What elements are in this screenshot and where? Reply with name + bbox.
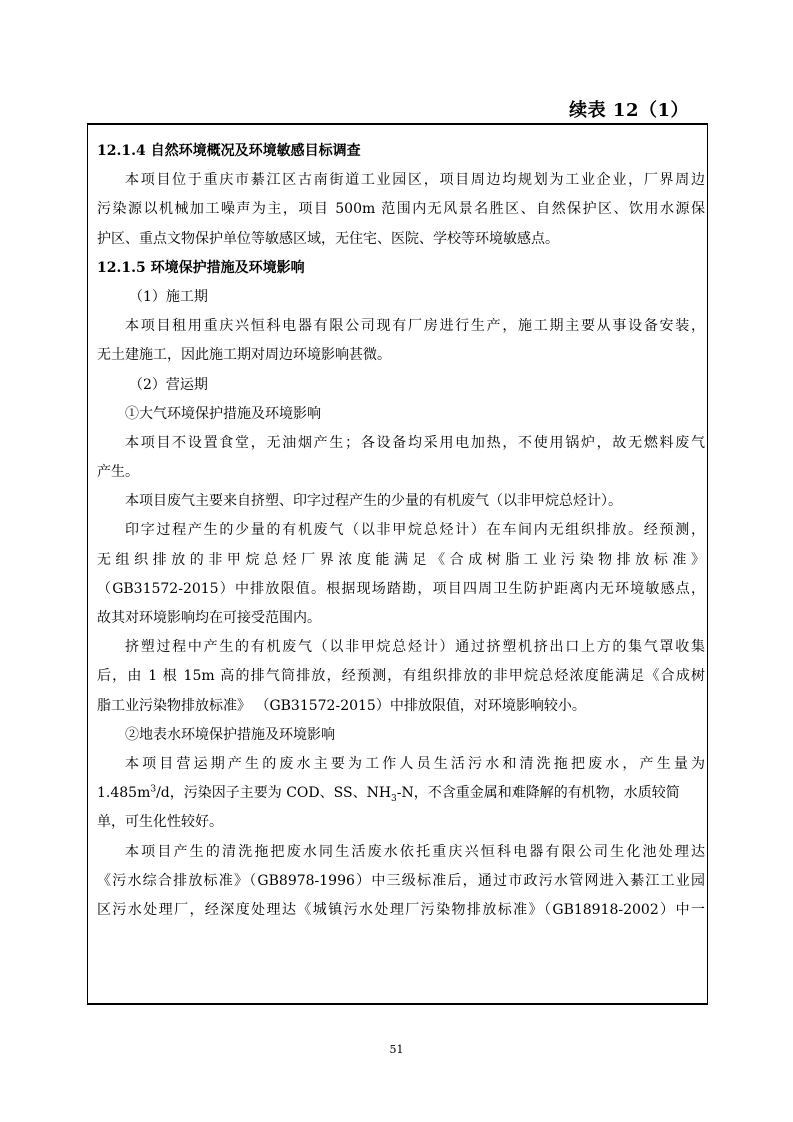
paragraph-line: 脂工业污染物排放标准》 （GB31572-2015）中排放限值，对环境影响较小。 <box>97 697 586 714</box>
paragraph-line: 本项目位于重庆市綦江区古南街道工业园区，项目周边均规划为工业企业，厂界周边 <box>125 172 705 189</box>
subsection-heading: （2）营运期 <box>129 376 208 393</box>
paragraph-line: 故其对环境影响均在可接受范围内。 <box>97 610 321 626</box>
paragraph-line: 无土建施工，因此施工期对周边环境影响甚微。 <box>97 347 391 364</box>
ammonia-subscript: 3 <box>391 793 397 804</box>
section-heading: 12.1.5 环境保护措施及环境影响 <box>97 259 305 276</box>
paragraph-line: 区污水处理厂，经深度处理达《城镇污水处理厂污染物排放标准》（GB18918-2002）中一 <box>97 901 705 918</box>
paragraph-line: 无组织排放的非甲烷总烃厂界浓度能满足《合成树脂工业污染物排放标准》 <box>97 551 705 568</box>
paragraph-line: 本项目废气主要来自挤塑、印字过程产生的少量的有机废气（以非甲烷总烃计）。 <box>125 493 622 510</box>
paragraph-line: 本项目营运期产生的废水主要为工作人员生活污水和清洗拖把废水，产生量为 <box>125 755 705 772</box>
paragraph-line: 产生。 <box>97 464 139 481</box>
paragraph-line: 单，可生化性较好。 <box>97 814 223 831</box>
flow-rate-text-end: -N，不含重金属和难降解的有机物，水质较简 <box>396 785 680 802</box>
flow-rate-exponent: 3 <box>150 784 157 795</box>
content-body <box>97 137 705 925</box>
table-title: 续表 12（1） <box>569 100 689 121</box>
subsection-heading: （1）施工期 <box>129 288 208 305</box>
subsection-heading: ①大气环境保护措施及环境影响 <box>125 405 321 422</box>
paragraph-line: 印字过程产生的少量的有机废气（以非甲烷总烃计）在车间内无组织排放。经预测， <box>125 522 705 539</box>
paragraph-line: 本项目租用重庆兴恒科电器有限公司现有厂房进行生产，施工期主要从事设备安装， <box>125 318 705 335</box>
section-heading: 12.1.4 自然环境概况及环境敏感目标调查 <box>97 143 361 159</box>
paragraph-line: 本项目产生的清洗拖把废水同生活废水依托重庆兴恒科电器有限公司生化池处理达 <box>125 843 705 860</box>
paragraph-line: 本项目不设置食堂，无油烟产生；各设备均采用电加热，不使用锅炉，故无燃料废气 <box>125 434 705 451</box>
page-number: 51 <box>389 1043 404 1056</box>
paragraph-line: 后，由 1 根 15m 高的排气筒排放，经预测，有组织排放的非甲烷总烃浓度能满足《合成树 <box>97 668 705 685</box>
paragraph-line: 挤塑过程中产生的有机废气（以非甲烷总烃计）通过挤塑机挤出口上方的集气罩收集 <box>125 639 705 656</box>
subsection-heading: ②地表水环境保护措施及环境影响 <box>125 726 335 743</box>
flow-rate-value: 1.485m <box>97 785 151 802</box>
paragraph-line: （GB31572-2015）中排放限值。根据现场踏勘，项目四周卫生防护距离内无环境敏感点， <box>97 580 705 597</box>
flow-rate-text: /d，污染因子主要为 COD、SS、NH <box>156 785 392 802</box>
paragraph-line: 《污水综合排放标准》（GB8978-1996）中三级标准后，通过市政污水管网进入綦江工业园 <box>97 872 705 889</box>
paragraph-line-formula <box>97 779 705 808</box>
paragraph-line: 护区、重点文物保护单位等敏感区域，无住宅、医院、学校等环境敏感点。 <box>97 230 559 247</box>
content-box <box>87 123 708 1005</box>
paragraph-line: 污染源以机械加工噪声为主，项目 500m 范围内无风景名胜区、自然保护区、饮用水源保 <box>97 201 705 218</box>
